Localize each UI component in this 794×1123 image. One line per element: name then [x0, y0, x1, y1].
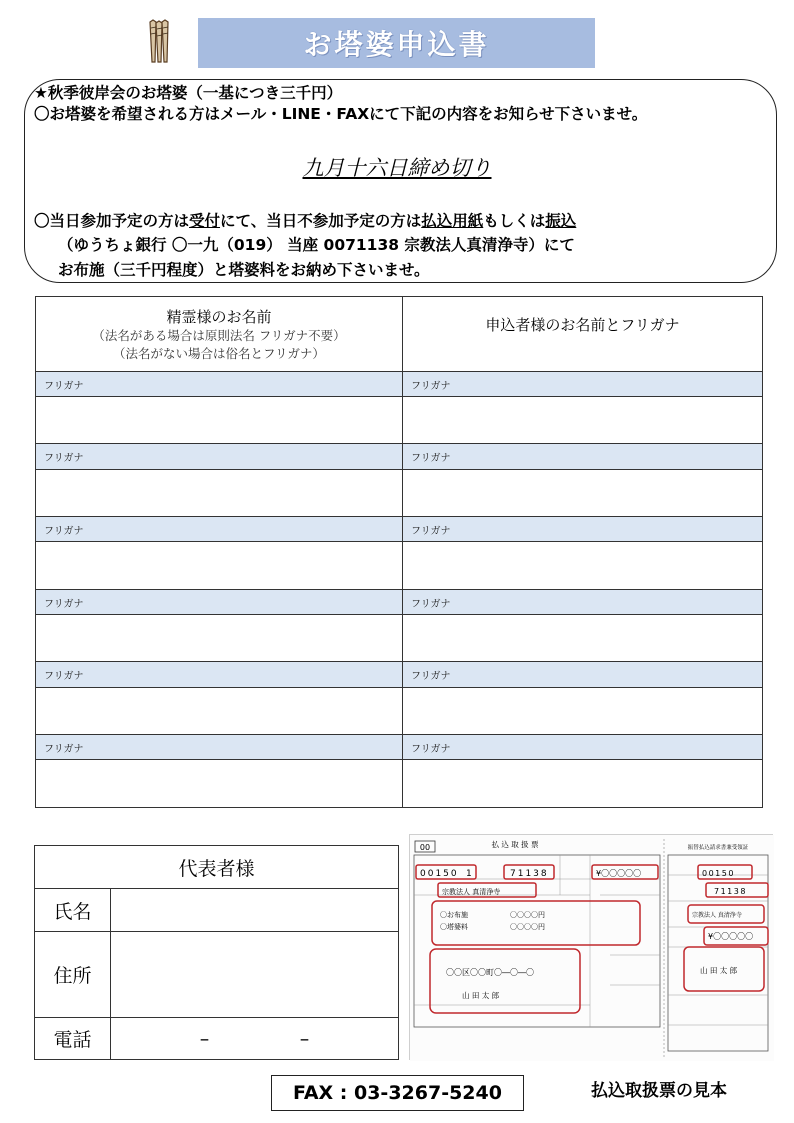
name-label: 氏名 [35, 889, 111, 932]
applicant-name-field[interactable] [403, 396, 763, 443]
applicant-name-field[interactable] [403, 615, 763, 662]
notice-line-4: （ゆうちょ銀行 〇一九（019） 当座 0071138 宗教法人真清浄寺）にて [58, 236, 575, 254]
applicant-furigana-label: フリガナ [403, 371, 763, 396]
address-label: 住所 [35, 932, 111, 1018]
transfer-text: 振込 [545, 212, 577, 230]
deceased-note-2: （法名がない場合は俗名とフリガナ） [113, 346, 325, 361]
deadline-text: 九月十六日締め切り [302, 156, 492, 180]
address-field[interactable] [111, 932, 399, 1018]
deceased-furigana-label: フリガナ [36, 589, 403, 614]
slip-item-2: 〇塔婆料 [440, 923, 468, 931]
slip-payee: 宗教法人 真清浄寺 [442, 888, 501, 896]
applicant-header: 申込者様のお名前とフリガナ [485, 316, 680, 334]
deceased-name-field[interactable] [36, 760, 403, 808]
sample-slip-drawing [410, 835, 774, 1061]
slip-receipt-payer-name: 山 田 太 郎 [700, 966, 738, 975]
phone-field[interactable] [111, 1018, 399, 1060]
representative-table [34, 845, 399, 1060]
deceased-header: 精霊様のお名前 [166, 308, 272, 326]
names-table [35, 296, 763, 808]
fax-number: FAX : 03-3267-5240 [293, 1082, 502, 1104]
slip-account-prefix: 00150 [420, 869, 459, 879]
applicant-furigana-label: フリガナ [403, 444, 763, 469]
slip-item-1: 〇お布施 [440, 911, 468, 919]
slip-account-check: 1 [466, 869, 472, 879]
deceased-furigana-label: フリガナ [36, 517, 403, 542]
sample-payment-slip [409, 834, 773, 1060]
deceased-furigana-label: フリガナ [36, 662, 403, 687]
deceased-name-field[interactable] [36, 542, 403, 589]
notice-line-1: ★秋季彼岸会のお塔婆（一基につき三千円） [34, 84, 343, 102]
deceased-furigana-label: フリガナ [36, 444, 403, 469]
phone-label: 電話 [35, 1018, 111, 1060]
page-title: お塔婆申込書 [303, 28, 490, 61]
deceased-name-field[interactable] [36, 469, 403, 516]
deceased-name-field[interactable] [36, 396, 403, 443]
reception-text: 受付 [189, 212, 221, 230]
notice-line-2: 〇お塔婆を希望される方はメール・LINE・FAXにて下記の内容をお知らせ下さいませ。 [34, 105, 648, 123]
title-band [198, 18, 595, 68]
deceased-note-1: （法名がある場合は原則法名 フリガナ不要） [92, 328, 346, 343]
applicant-name-field[interactable] [403, 469, 763, 516]
deceased-furigana-label: フリガナ [36, 371, 403, 396]
slip-amount: ¥〇〇〇〇〇 [596, 869, 642, 878]
deceased-header-cell [36, 297, 403, 372]
slip-form-title: 払 込 取 扱 票 [491, 840, 539, 849]
slip-address: 〇〇区〇〇町〇―〇―〇 [446, 968, 534, 977]
notice-line-5: お布施（三千円程度）と塔婆料をお納め下さいませ。 [58, 261, 430, 279]
slip-item-1-amount: 〇〇〇〇円 [510, 911, 545, 919]
applicant-furigana-label: フリガナ [403, 735, 763, 760]
representative-title: 代表者様 [35, 846, 399, 889]
slip-receipt-title: 振替払込請求書兼受領証 [687, 845, 749, 851]
applicant-name-field[interactable] [403, 687, 763, 734]
slip-box-code: 00 [419, 843, 431, 852]
applicant-header-cell [403, 297, 763, 372]
deceased-name-field[interactable] [36, 687, 403, 734]
slip-receipt-account-prefix: 00150 [702, 869, 735, 878]
notice-line-3: 〇当日参加予定の方は受付にて、当日不参加予定の方は払込用紙もしくは振込 [34, 212, 577, 230]
deceased-furigana-label: フリガナ [36, 735, 403, 760]
slip-account-number: 71138 [510, 869, 549, 879]
sample-slip-caption: 払込取扱票の見本 [591, 1081, 727, 1101]
stupa-icon [144, 18, 174, 64]
applicant-furigana-label: フリガナ [403, 517, 763, 542]
applicant-name-field[interactable] [403, 760, 763, 808]
slip-receipt-payee: 宗教法人 真清浄寺 [692, 912, 742, 919]
payment-slip-text: 払込用紙 [421, 212, 484, 230]
slip-receipt-account-number: 71138 [714, 887, 747, 896]
slip-receipt-amount: ¥〇〇〇〇〇 [708, 932, 754, 941]
applicant-furigana-label: フリガナ [403, 589, 763, 614]
deceased-name-field[interactable] [36, 615, 403, 662]
phone-dash: – [299, 1027, 310, 1050]
name-field[interactable] [111, 889, 399, 932]
phone-dash: – [199, 1027, 210, 1050]
applicant-name-field[interactable] [403, 542, 763, 589]
slip-item-2-amount: 〇〇〇〇円 [510, 923, 545, 931]
fax-number-box [271, 1075, 524, 1111]
slip-payer-name: 山 田 太 郎 [462, 991, 500, 1000]
applicant-furigana-label: フリガナ [403, 662, 763, 687]
